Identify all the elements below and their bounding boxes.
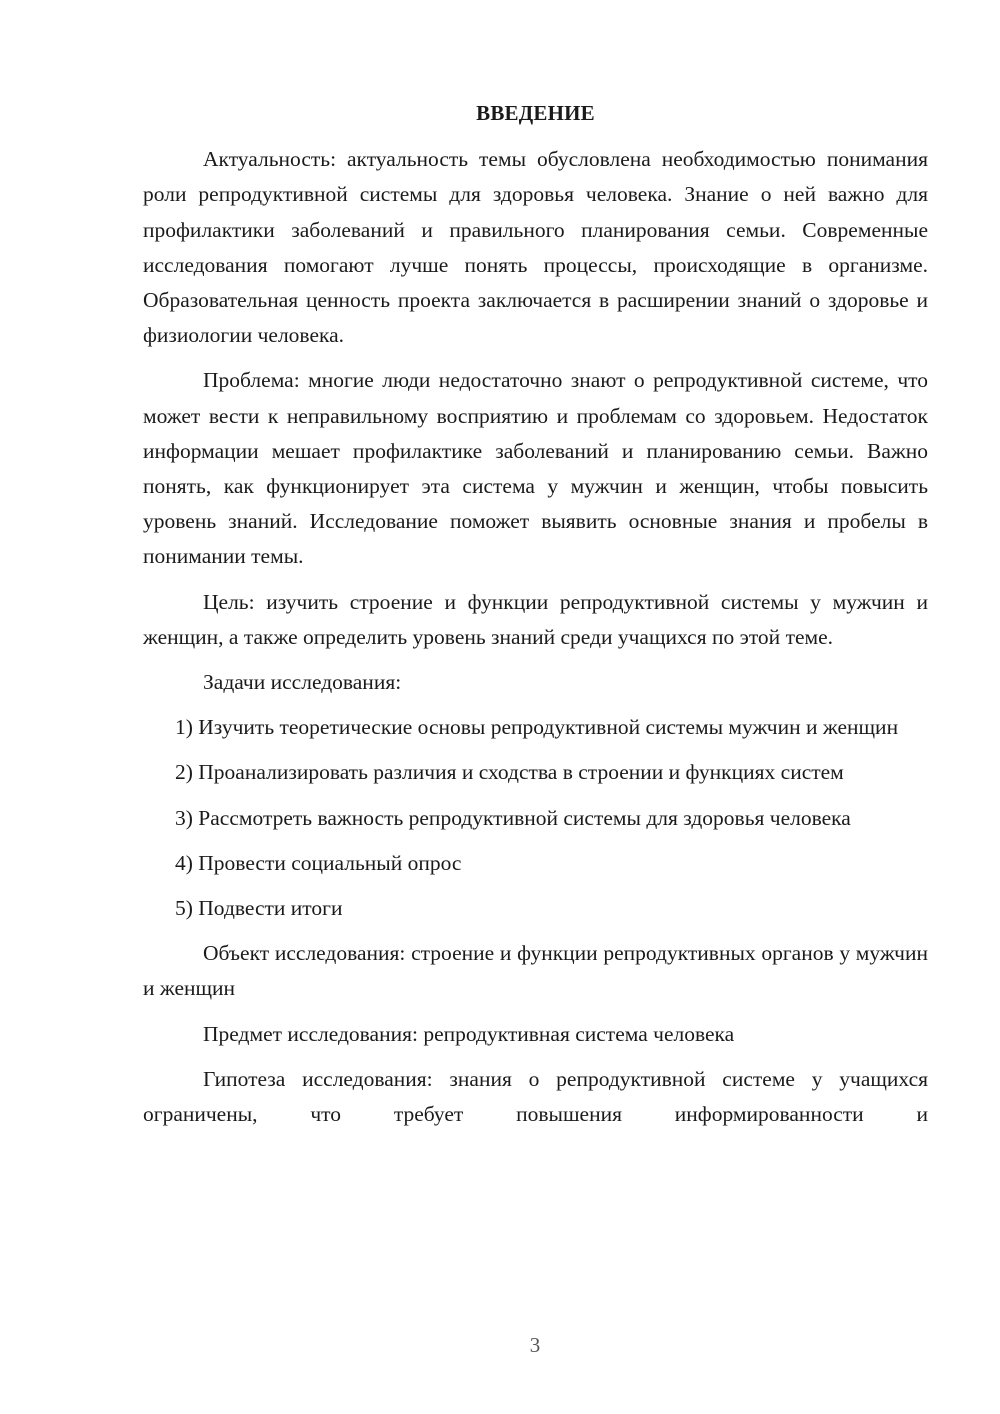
hypothesis-paragraph: Гипотеза исследования: знания о репродуктивной системе у учащихся ограничены, что требует повышения информированности и <box>143 1066 928 1127</box>
task-item-5: 5) Подвести итоги <box>175 896 343 921</box>
page-number: 3 <box>529 1333 541 1357</box>
tasks-heading: Задачи исследования: <box>203 670 402 695</box>
subject-paragraph: Предмет исследования: репродуктивная система человека <box>203 1021 735 1046</box>
task-item-3: 3) Рассмотреть важность репродуктивной системы для здоровья человека <box>175 805 851 830</box>
task-item-2: 2) Проанализировать различия и сходства в строении и функциях систем <box>175 760 844 785</box>
goal-paragraph: Цель: изучить строение и функции репродуктивной системы у мужчин и женщин, а также определить уровень знаний среди учащихся по этой теме. <box>143 589 928 649</box>
task-item-4: 4) Провести социальный опрос <box>175 850 462 875</box>
relevance-paragraph: Актуальность: актуальность темы обусловлена необходимостью понимания роли репродуктивной системы для здоровья человека. Знание о ней важно для профилактики заболеваний и правильного планирования семьи. Современные исследования помогают лучше понять процессы, происходящие в организме. Образовательная ценность проекта заключается в расширении знаний о здоровье и физиологии человека. <box>143 147 928 348</box>
object-paragraph: Объект исследования: строение и функции репродуктивных органов у мужчин и женщин <box>143 941 928 1001</box>
task-item-1: 1) Изучить теоретические основы репродуктивной системы мужчин и женщин <box>175 715 899 740</box>
problem-paragraph: Проблема: многие люди недостаточно знают о репродуктивной системе, что может вести к неправильному восприятию и проблемам со здоровьем. Недостаток информации мешает профилактике заболеваний и планированию семьи. Важно понять, как функционирует эта система у мужчин и женщин, чтобы повысить уровень знаний. Исследование поможет выявить основные знания и пробелы в понимании темы. <box>143 368 928 569</box>
document-page <box>143 96 928 1142</box>
page-title: ВВЕДЕНИЕ <box>476 101 595 125</box>
